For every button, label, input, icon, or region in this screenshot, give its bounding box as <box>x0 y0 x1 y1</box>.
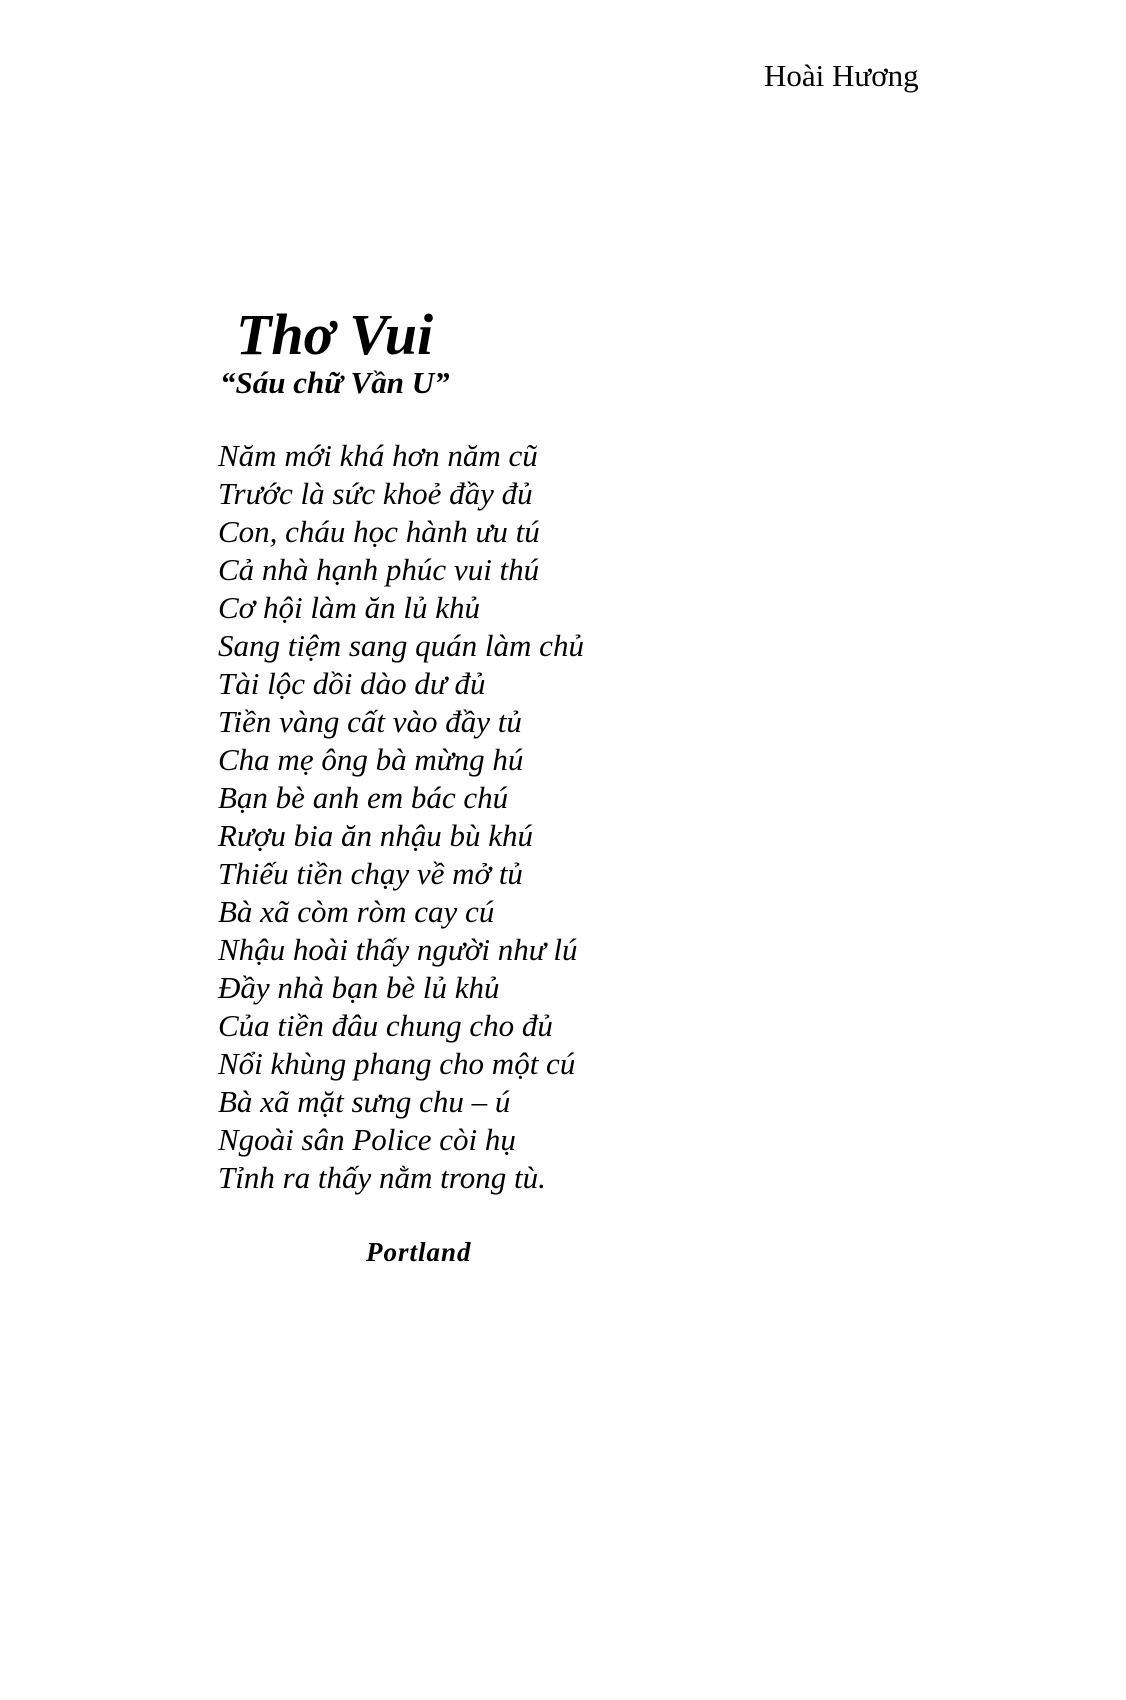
poem-line: Sang tiệm sang quán làm chủ <box>218 628 584 663</box>
poem-line: Đầy nhà bạn bè lủ khủ <box>218 970 500 1005</box>
poem-line: Cả nhà hạnh phúc vui thú <box>218 552 540 587</box>
poem-line: Cơ hội làm ăn lủ khủ <box>218 590 480 625</box>
poem-line: Bà xã mặt sưng chu – ú <box>218 1084 511 1119</box>
poem-line: Nhậu hoài thấy người như lú <box>218 932 578 967</box>
poem-line: Bà xã còm ròm cay cú <box>218 894 495 929</box>
running-header-author: Hoài Hương <box>764 58 919 93</box>
poem-line: Tài lộc dồi dào dư đủ <box>218 666 486 701</box>
poem-line: Năm mới khá hơn năm cũ <box>218 438 538 473</box>
poem-line: Bạn bè anh em bác chú <box>218 780 509 815</box>
poem-line: Tiền vàng cất vào đầy tủ <box>218 704 522 739</box>
poem-body <box>218 437 584 1197</box>
poem-subtitle: “Sáu chữ Vần U” <box>220 365 450 400</box>
poem-line: Thiếu tiền chạy về mở tủ <box>218 856 523 891</box>
poem-place-signature: Portland <box>366 1237 472 1267</box>
poem-line: Ngoài sân Police còi hụ <box>218 1122 516 1157</box>
poem-line: Cha mẹ ông bà mừng hú <box>218 742 524 777</box>
poem-line: Của tiền đâu chung cho đủ <box>218 1008 553 1043</box>
poem-title: Thơ Vui <box>236 302 434 367</box>
poem-line: Nổi khùng phang cho một cú <box>218 1046 576 1081</box>
poem-line: Rượu bia ăn nhậu bù khú <box>218 818 534 853</box>
poem-line: Trước là sức khoẻ đầy đủ <box>218 476 533 511</box>
poem-line: Tỉnh ra thấy nằm trong tù. <box>218 1160 546 1195</box>
poem-line: Con, cháu học hành ưu tú <box>218 514 540 549</box>
